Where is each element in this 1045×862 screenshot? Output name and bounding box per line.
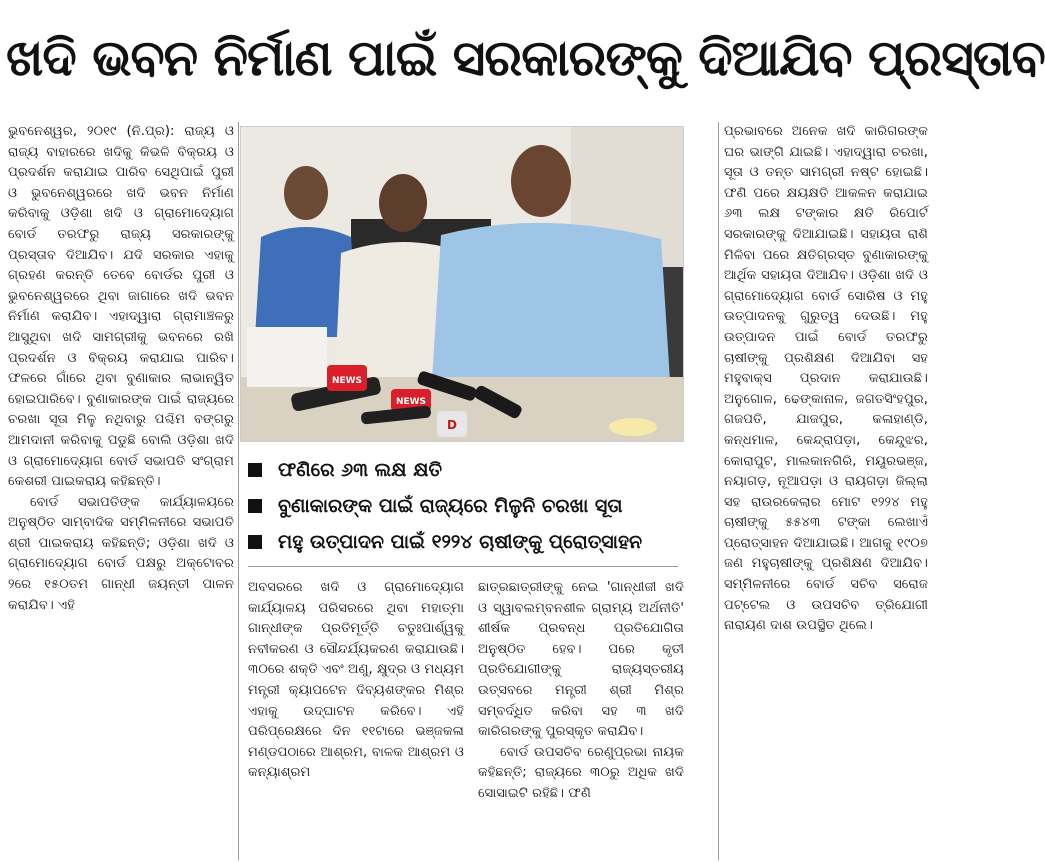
press-conference-photo [240, 126, 684, 442]
bullet-square-icon [248, 463, 262, 477]
highlight-text: ବୁଣାକାରଙ୍କ ପାଇଁ ରାଜ୍ୟରେ ମିଳୁନି ଚରଖା ସୂତା [278, 495, 623, 517]
headline: ଖଦି ଭବନ ନିର୍ମାଣ ପାଇଁ ସରକାରଙ୍କୁ ଦିଆଯିବ ପ୍ରସ୍ତାବ [6, 29, 1045, 87]
column-divider [718, 122, 719, 860]
paragraph: ବୋର୍ଡ ସଭାପତିଙ୍କ କାର୍ଯ୍ୟାଳୟରେ ଅନୁଷ୍ଠିତ ସାମ୍ବାଦିକ ସମ୍ମିଳନୀରେ ସଭାପତି ଶ୍ରୀ ପାଇକରାୟ କହିଛନ୍ତି; ଓଡ଼ିଶା ଖଦି ଓ ଗ୍ରାମୋଦ୍ୟୋଗ ବୋର୍ଡ ପକ୍ଷରୁ ଅକ୍ଟୋବର ୨ରେ ୧୫୦ତମ ଗାନ୍ଧୀ ଜୟନ୍ତୀ ପାଳନ କରାଯିବ। ଏହି [8, 494, 234, 613]
mic-label: NEWS [331, 376, 363, 386]
paragraph: ଭୁବନେଶ୍ୱର, ୨୦୧୯ (ନି.ପ୍ର): ରାଜ୍ୟ ଓ ରାଜ୍ୟ ବାହାରରେ ଖଦିକୁ କିଭଳି ବିକ୍ରୟ ଓ ପ୍ରଦର୍ଶନ କରାଯାଇ ପାରିବ ସେଥିପାଇଁ ପୁରୀ ଓ ଭୁବନେଶ୍ୱରରେ ଖଦି ଭବନ ନିର୍ମାଣ କରିବାକୁ ଓଡ଼ିଶା ଖଦି ଓ ଗ୍ରାମୋଦ୍ୟୋଗ ବୋର୍ଡ ତରଫରୁ ରାଜ୍ୟ ସରକାରଙ୍କୁ ପ୍ରସ୍ତାବ ଦିଆଯିବ। ଯଦି ସରକାର ଏହାକୁ ଗ୍ରହଣ କରନ୍ତି ତେବେ ବୋର୍ଡର ପୁରୀ ଓ ଭୁବନେଶ୍ୱରରେ ଥିବା ଜାଗାରେ ଖଦି ଭବନ ନିର୍ମାଣ କରାଯିବ। ଏହାଦ୍ୱାରା ଗ୍ରାମାଞ୍ଚଳରୁ ଆସୁଥିବା ଖଦି ସାମଗ୍ରୀକୁ ଭବନରେ ରଖି ପ୍ରଦର୍ଶନ ଓ ବିକ୍ରୟ କରାଯାଇ ପାରିବ। ଫଳରେ ଗାଁରେ ଥିବା ବୁଣାକାର ଲାଭାନ୍ୱିତ ହୋଇପାରିବେ। ବୁଣାକାରଙ୍କ ପାଇଁ ରାଜ୍ୟରେ ଚରଖା ସୂତା ମିଳୁ ନଥିବାରୁ ପଶ୍ଚିମ ବଙ୍ଗରୁ ଆମଦାନୀ କରିବାକୁ ପଡୁଛି ବୋଲି ଓଡ଼ିଶା ଖଦି ଓ ଗ୍ରାମୋଦ୍ୟୋଗ ବୋର୍ଡ ସଭାପତି ସଂଗ୍ରାମ କେଶରୀ ପାଇକରାୟ କହିଛନ୍ତି। [8, 124, 234, 490]
paragraph: ପ୍ରଭାବରେ ଅନେକ ଖଦି କାରିଗରଙ୍କ ଘର ଭାଙ୍ଗି ଯାଇଛି। ଏହାଦ୍ୱାରା ଚରଖା, ସୂତା ଓ ତନ୍ତ ସାମଗ୍ରୀ ନଷ୍ଟ ହୋଇଛି। ଫଣି ପରେ କ୍ଷୟକ୍ଷତି ଆକଳନ କରାଯାଇ ୬୩ ଲକ୍ଷ ଟଙ୍କାର କ୍ଷତି ରିପୋର୍ଟ ସରକାରଙ୍କୁ ଦିଆଯାଇଛି। ସହାୟତା ରାଶି ମିଳିବା ପରେ କ୍ଷତିଗ୍ରସ୍ତ ବୁଣାକାରଙ୍କୁ ଆର୍ଥିକ ସହାୟତା ଦିଆଯିବ। ଓଡ଼ିଶା ଖଦି ଓ ଗ୍ରାମୋଦ୍ୟୋଗ ବୋର୍ଡ ସୋରିଷ ଓ ମହୁ ଉତ୍ପାଦନକୁ ଗୁରୁତ୍ୱ ଦେଉଛି। ମହୁ ଉତ୍ପାଦନ ପାଇଁ ବୋର୍ଡ ତରଫରୁ ଚାଷୀଙ୍କୁ ପ୍ରଶିକ୍ଷଣ ଦିଆଯିବା ସହ ମହୁବାକ୍ସ ପ୍ରଦାନ କରାଯାଉଛି। ଅନୁଗୋଳ, ଢେଙ୍କାନାଳ, ଜଗତସିଂହପୁର, ଗଜପତି, ଯାଜପୁର, କଳାହାଣ୍ଡି, କନ୍ଧମାଳ, କେନ୍ଦ୍ରାପଡ଼ା, କେନ୍ଦୁଝର, କୋରାପୁଟ, ମାଲକାନଗିରି, ମୟୂରଭଞ୍ଜ, ନୟାଗଡ଼, ନୂଆପଡ଼ା ଓ ରାୟଗଡ଼ା ଜିଲ୍ଲା ସହ ରାଉରକେଲାର ମୋଟ ୧୨୨୪ ମହୁ ଚାଷୀଙ୍କୁ ୫୫୪୩ ଟଙ୍କା ଲେଖାଏଁ ପ୍ରୋତ୍ସାହନ ଦିଆଯାଇଛି। ଆଗକୁ ୧୯୦୭ ଜଣ ମହୁଚାଷୀଙ୍କୁ ପ୍ରଶିକ୍ଷଣ ଦିଆଯିବ। ସମ୍ମିଳନୀରେ ବୋର୍ଡ ସଚିବ ସରୋଜ ପଟ୍ଟେଲ ଓ ଉପସଚିବ ତ୍ରିଯୋଗୀ ନାରାୟଣ ଦାଶ ଉପସ୍ଥିତ ଥିଲେ। [724, 124, 928, 634]
bullet-square-icon [248, 499, 262, 513]
highlight-text: ମହୁ ଉତ୍ପାଦନ ପାଇଁ ୧୨୨୪ ଚାଷୀଙ୍କୁ ପ୍ରୋତ୍ସାହନ [278, 531, 643, 553]
paragraph: ଅବସରରେ ଖଦି ଓ ଗ୍ରାମୋଦ୍ୟୋଗ କାର୍ଯ୍ୟାଳୟ ପରିସରରେ ଥିବା ମହାତ୍ମା ଗାନ୍ଧୀଙ୍କ ପ୍ରତିମୂର୍ତ୍ତି ଚତୁଃପାର୍ଶ୍ୱକୁ ନବୀକରଣ ଓ ସୌନ୍ଦର୍ଯ୍ୟକରଣ କରାଯାଉଛି। ୩୦ରେ ଶକ୍ତି ଏବଂ ଅଣୁ, କ୍ଷୁଦ୍ର ଓ ମଧ୍ୟମ ମନ୍ତ୍ରୀ କ୍ୟାପଟେନ ଦିବ୍ୟଶଙ୍କର ମିଶ୍ର ଏହାକୁ ଉଦ୍‌ଘାଟନ କରିବେ। ଏହି ପରିପ୍ରେକ୍ଷରେ ଦିନ ୧୧ଟାରେ ଭଞ୍ଜକଳା ମଣ୍ଡପଠାରେ ଆଶ୍ରମ, ବାଳକ ଆଶ୍ରମ ଓ କନ୍ୟାଶ୍ରମ [248, 580, 464, 781]
article-column-2 [248, 578, 464, 860]
mic-label: D [447, 418, 457, 432]
article-column-3 [478, 578, 684, 860]
paragraph: ଛାତ୍ରଛାତ୍ରୀଙ୍କୁ ନେଇ 'ଗାନ୍ଧୀଜୀ ଖଦି ଓ ସ୍ୱାବଲମ୍ବନଶୀଳ ଗ୍ରାମ୍ୟ ଅର୍ଥନୀତି' ଶୀର୍ଷକ ପ୍ରବନ୍ଧ ପ୍ରତିଯୋଗିତା ଅନୁଷ୍ଠିତ ହେବ। ପରେ କୃତୀ ପ୍ରତିଯୋଗୀଙ୍କୁ ରାଜ୍ୟସ୍ତରୀୟ ଉତ୍ସବରେ ମନ୍ତ୍ରୀ ଶ୍ରୀ ମିଶ୍ର ସମ୍ବର୍ଦ୍ଧିତ କରିବା ସହ ୩ ଖଦି କାରିଗରଙ୍କୁ ପୁରସ୍କୃତ କରାଯିବ। [478, 580, 684, 740]
bullet-square-icon [248, 535, 262, 549]
mic-label: NEWS [395, 397, 427, 407]
highlight-item [248, 488, 678, 524]
paragraph: ବୋର୍ଡ ଉପସଚିବ ରେଣୁପ୍ରଭା ନାୟକ କହିଛନ୍ତି; ରାଜ୍ୟରେ ୩୦ରୁ ଅଧିକ ଖଦି ସୋସାଇଟି ରହିଛି। ଫଣି [478, 744, 684, 801]
highlight-item [248, 452, 678, 488]
highlight-item [248, 524, 678, 560]
article-column-1 [8, 122, 239, 860]
highlights-box [248, 452, 678, 567]
article-column-4 [724, 122, 928, 860]
highlight-text: ଫଣିରେ ୬୩ ଲକ୍ଷ କ୍ଷତି [278, 459, 443, 481]
